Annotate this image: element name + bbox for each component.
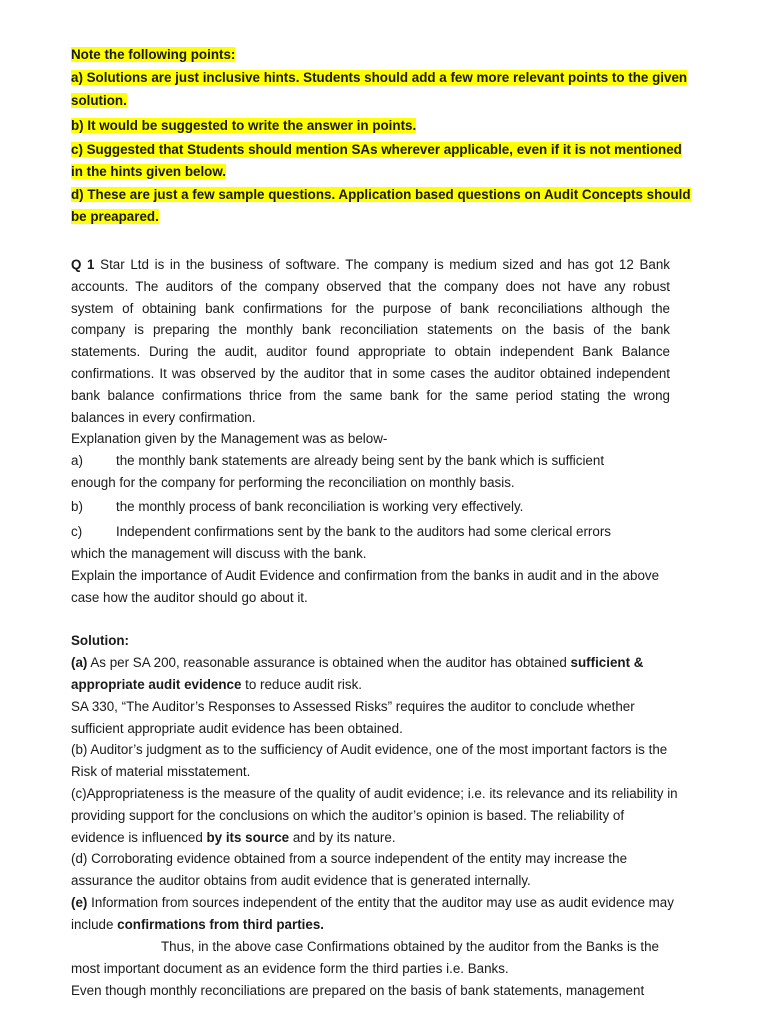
- list-marker: b): [71, 499, 83, 514]
- note-d-line2: be preapared.: [71, 209, 159, 224]
- solution-b-line2: Risk of material misstatement.: [71, 764, 251, 779]
- solution-e-line2: include confirmations from third parties.: [71, 917, 324, 932]
- conclusion-line3: Even though monthly reconciliations are prepared on the basis of bank statements, management: [71, 983, 645, 998]
- conclusion-line2: most important document as an evidence form the third parties i.e. Banks.: [71, 961, 509, 976]
- management-explanation-heading: Explanation given by the Management was as below-: [71, 431, 388, 446]
- question-line: confirmations. It was observed by the auditor that in some cases the auditor obtained independent: [71, 366, 670, 381]
- explanation-item-b: b) the monthly process of bank reconciliation is working very effectively.: [71, 499, 524, 514]
- question-line: accounts. The auditors of the company observed that the company does not have any robust: [71, 279, 670, 294]
- solution-b-line1: (b) Auditor’s judgment as to the sufficiency of Audit evidence, one of the most important factors is the: [71, 742, 668, 757]
- explanation-item-c: c) Independent confirmations sent by the bank to the auditors had some clerical errors: [71, 524, 611, 539]
- solution-heading: Solution:: [71, 633, 130, 648]
- list-marker: c): [71, 524, 83, 539]
- note-c-line2: in the hints given below.: [71, 164, 226, 179]
- explanation-item-a: a) the monthly bank statements are already being sent by the bank which is sufficient: [71, 453, 605, 468]
- solution-a-line2: appropriate audit evidence to reduce audit risk.: [71, 677, 362, 692]
- explanation-item-c-cont: which the management will discuss with the bank.: [71, 546, 367, 561]
- solution-a-line1: (a) As per SA 200, reasonable assurance is obtained when the auditor has obtained sufficient &: [71, 655, 644, 670]
- note-b: b) It would be suggested to write the answer in points.: [71, 118, 417, 133]
- solution-c-line3: evidence is influenced by its source and by its nature.: [71, 830, 396, 845]
- question-line: Q 1 Star Ltd is in the business of software. The company is medium sized and has got 12 Bank: [71, 257, 670, 272]
- question-line: system of obtaining bank confirmations for the purpose of bank reconciliations although the: [71, 301, 670, 316]
- note-a-line1: a) Solutions are just inclusive hints. Students should add a few more relevant points to the given: [71, 70, 688, 85]
- solution-sa330-line2: sufficient appropriate audit evidence has been obtained.: [71, 721, 403, 736]
- solution-sa330-line1: SA 330, “The Auditor’s Responses to Assessed Risks” requires the auditor to conclude whether: [71, 699, 635, 714]
- note-a-line2: solution.: [71, 93, 127, 108]
- question-line: balances in every confirmation.: [71, 410, 256, 425]
- solution-d-line1: (d) Corroborating evidence obtained from a source independent of the entity may increase the: [71, 851, 628, 866]
- list-marker: a): [71, 453, 83, 468]
- question-line: bank balance confirmations thrice from the same bank for the same period stating the wrong: [71, 388, 670, 403]
- question-line: company is preparing the monthly bank reconciliation statements on the basis of the bank: [71, 322, 670, 337]
- solution-c-line2: providing support for the conclusions on which the auditor’s opinion is based. The reliability of: [71, 808, 625, 823]
- question-line: statements. During the audit, auditor found appropriate to obtain independent Bank Balance: [71, 344, 670, 359]
- conclusion-line1: Thus, in the above case Confirmations obtained by the auditor from the Banks is the: [161, 939, 659, 954]
- solution-d-line2: assurance the auditor obtains from audit evidence that is generated internally.: [71, 873, 531, 888]
- solution-c-line1: (c)Appropriateness is the measure of the quality of audit evidence; i.e. its relevance and its reliability in: [71, 786, 678, 801]
- note-c-line1: c) Suggested that Students should mention SAs wherever applicable, even if it is not mentioned: [71, 142, 682, 157]
- explanation-item-a-cont: enough for the company for performing the reconciliation on monthly basis.: [71, 475, 515, 490]
- question-ask-line1: Explain the importance of Audit Evidence and confirmation from the banks in audit and in the above: [71, 568, 660, 583]
- question-ask-line2: case how the auditor should go about it.: [71, 590, 308, 605]
- question-label: Q 1: [71, 257, 95, 272]
- solution-e-line1: (e) Information from sources independent of the entity that the auditor may use as audit evidence may: [71, 895, 674, 910]
- notes-heading: Note the following points:: [71, 47, 236, 62]
- note-d-line1: d) These are just a few sample questions. Application based questions on Audit Concepts should: [71, 187, 691, 202]
